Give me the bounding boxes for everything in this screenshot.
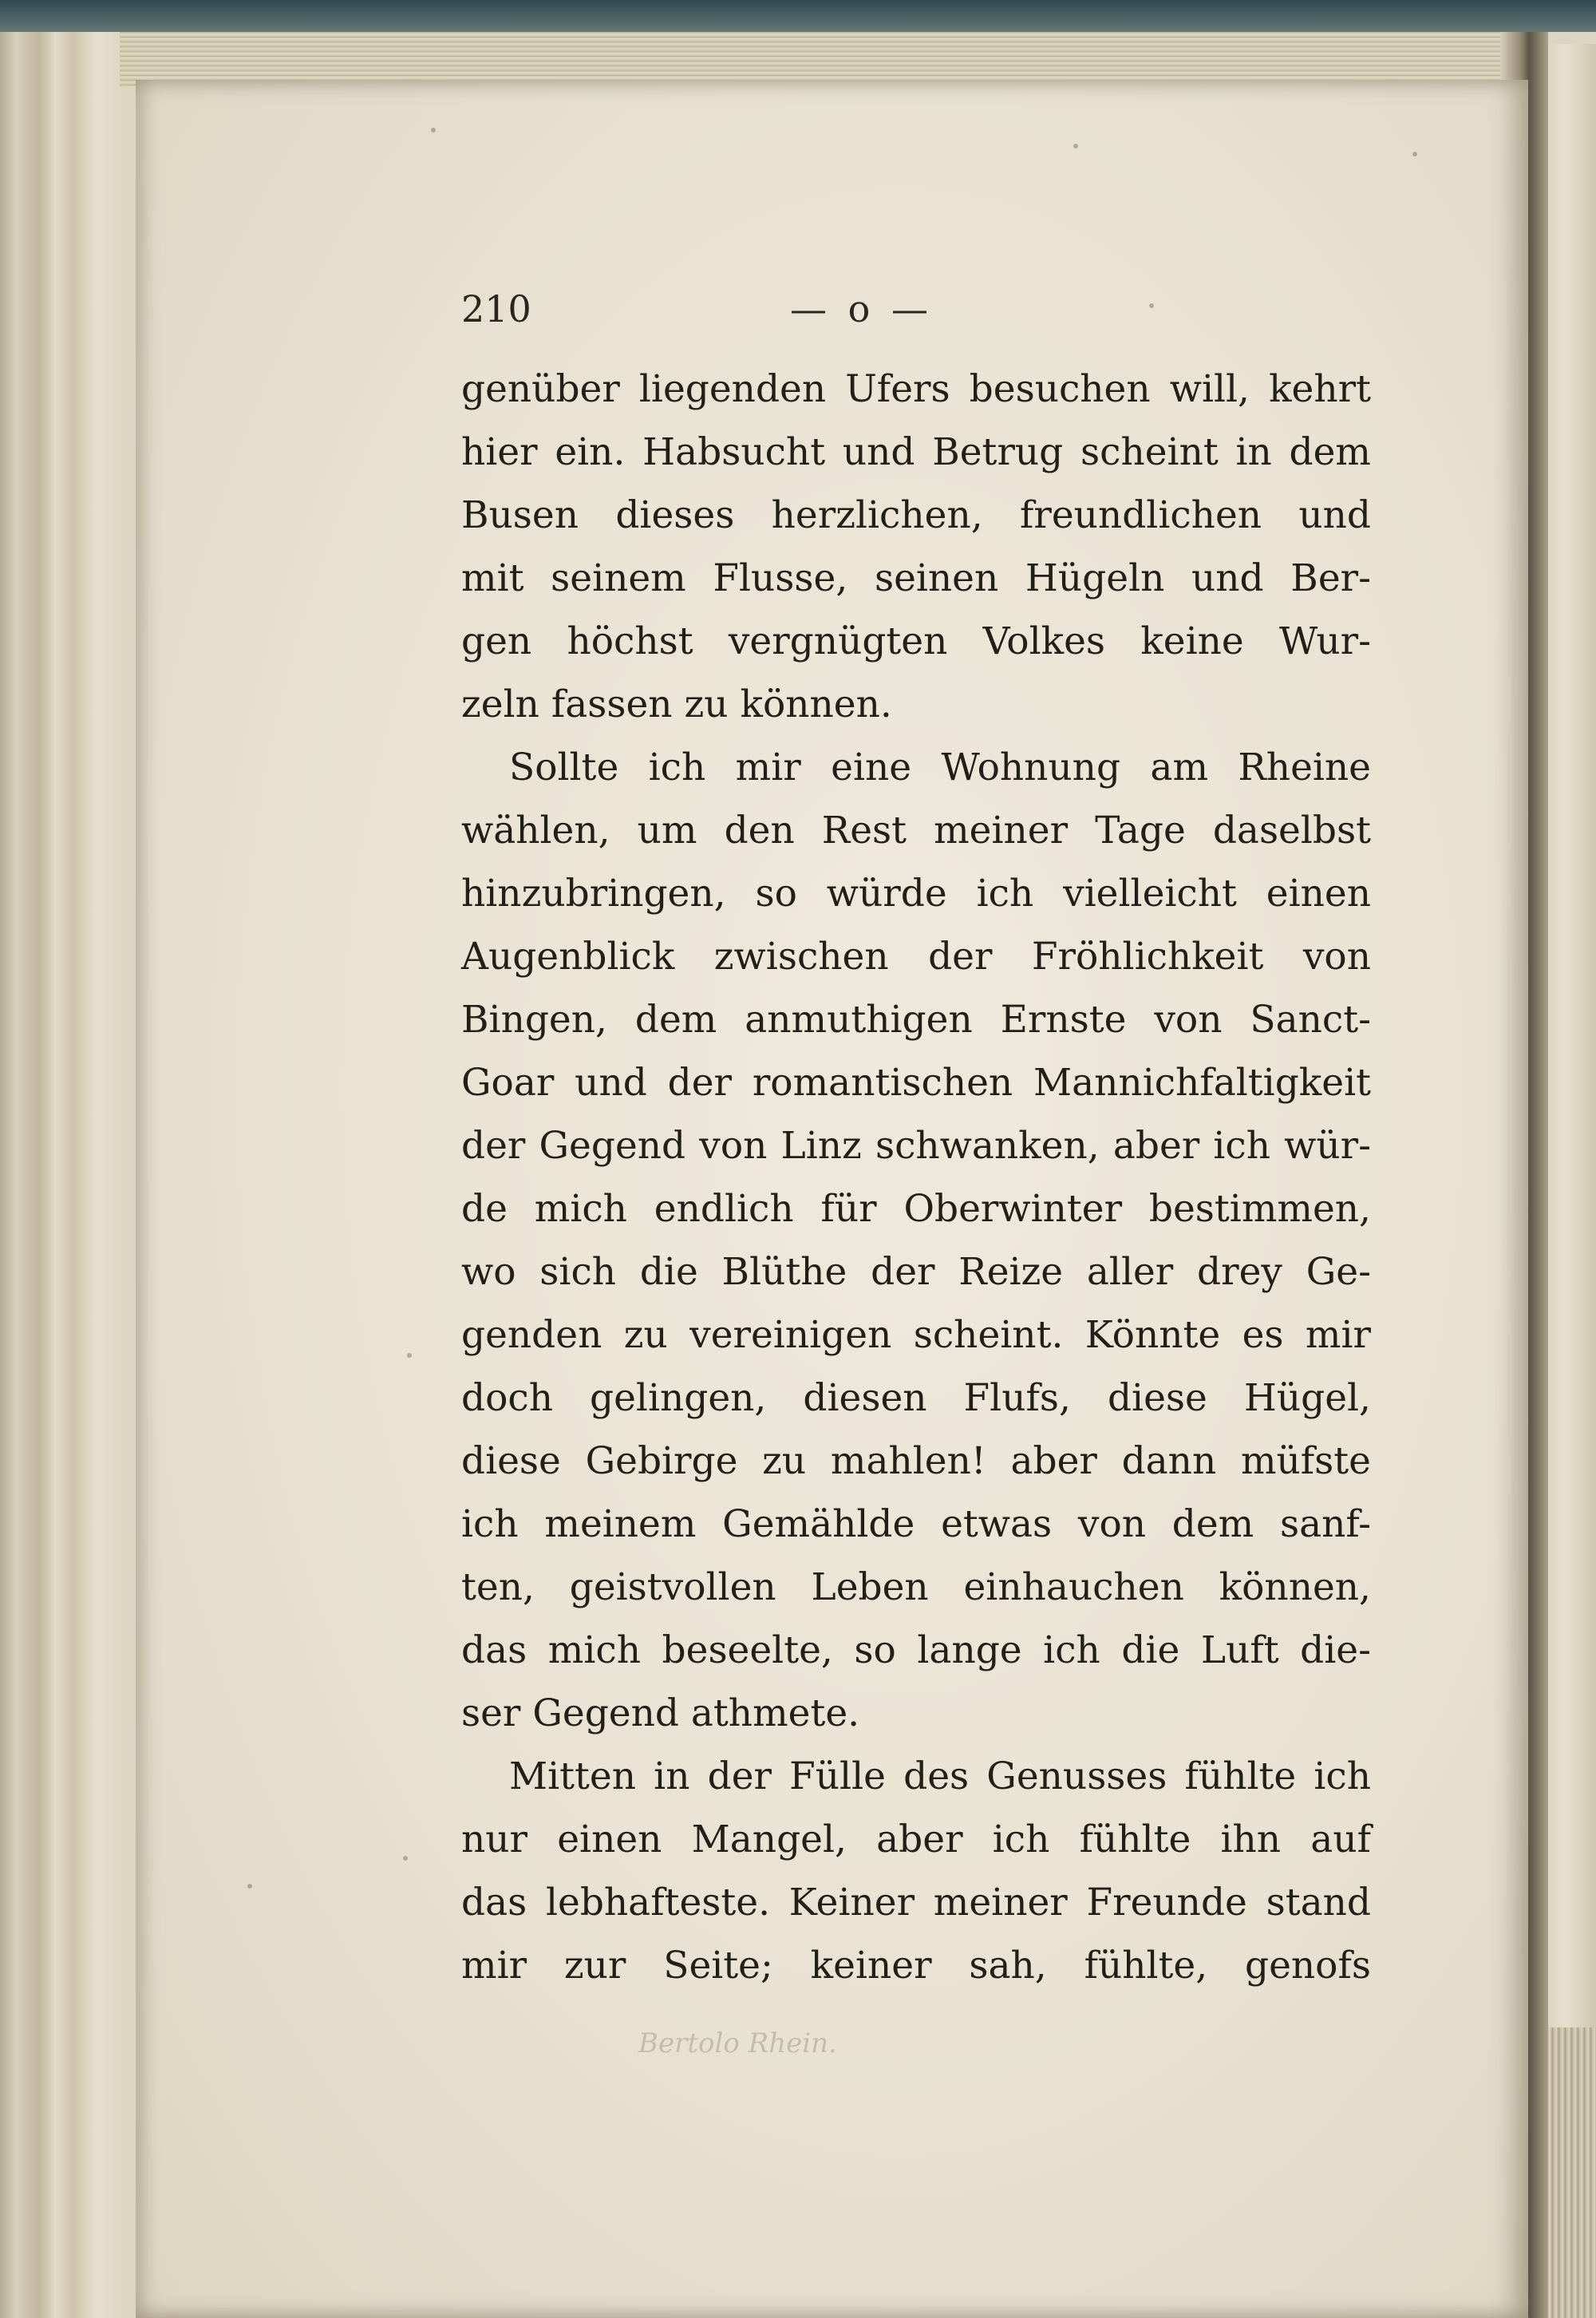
text-line: ich meinem Gemählde etwas von dem sanf-: [461, 1502, 1371, 1546]
paper-speck: [407, 1353, 412, 1358]
page-text: [461, 287, 1371, 1997]
text-line: genüber liegenden Ufers besuchen will, kehrt: [461, 367, 1371, 411]
paper-speck: [1073, 144, 1078, 148]
text-line: wo sich die Blüthe der Reize aller drey Ge-: [461, 1250, 1371, 1294]
text-line: wählen, um den Rest meiner Tage daselbst: [461, 809, 1371, 852]
text-line: Bingen, dem anmuthigen Ernste von Sanct-: [461, 998, 1371, 1042]
text-line: Sollte ich mir eine Wohnung am Rheine: [509, 746, 1371, 789]
bleed-through-text: Bertolo Rhein.: [638, 2027, 837, 2059]
text-line: doch gelingen, diesen Flufs, diese Hügel,: [461, 1376, 1371, 1420]
facing-page-stack: [1540, 2027, 1596, 2318]
text-line: Mitten in der Fülle des Genusses fühlte ich: [509, 1754, 1371, 1798]
page-number: 210: [461, 287, 531, 330]
paper-speck: [431, 128, 436, 133]
text-line: hinzubringen, so würde ich vielleicht einen: [461, 872, 1371, 916]
running-head: [461, 287, 1371, 335]
text-line: zeln fassen zu können.: [461, 682, 892, 726]
text-line: mit seinem Flusse, seinen Hügeln und Ber-: [461, 556, 1371, 600]
text-line: ten, geistvollen Leben einhauchen können,: [461, 1565, 1371, 1609]
text-line: hier ein. Habsucht und Betrug scheint in dem: [461, 430, 1371, 474]
text-line: genden zu vereinigen scheint. Könnte es mir: [461, 1313, 1371, 1357]
text-line: nur einen Mangel, aber ich fühlte ihn auf: [461, 1818, 1371, 1861]
text-line: Goar und der romantischen Mannichfaltigkeit: [461, 1061, 1371, 1105]
text-line: ser Gegend athmete.: [461, 1691, 860, 1735]
text-line: das mich beseelte, so lange ich die Luft die-: [461, 1628, 1371, 1672]
text-line: Busen dieses herzlichen, freundlichen und: [461, 493, 1371, 537]
text-line: diese Gebirge zu mahlen! aber dann müfste: [461, 1439, 1371, 1483]
paper-speck: [1412, 152, 1417, 156]
text-line: gen höchst vergnügten Volkes keine Wur-: [461, 619, 1371, 663]
text-line: das lebhafteste. Keiner meiner Freunde stand: [461, 1881, 1371, 1924]
text-line: der Gegend von Linz schwanken, aber ich wür-: [461, 1124, 1371, 1168]
head-ornament: — o —: [790, 287, 933, 330]
text-line: Augenblick zwischen der Fröhlichkeit von: [461, 935, 1371, 979]
text-line: de mich endlich für Oberwinter bestimmen,: [461, 1187, 1371, 1231]
paper-speck: [247, 1884, 252, 1889]
text-line: mir zur Seite; keiner sah, fühlte, genofs: [461, 1944, 1371, 1988]
paper-speck: [403, 1856, 408, 1861]
